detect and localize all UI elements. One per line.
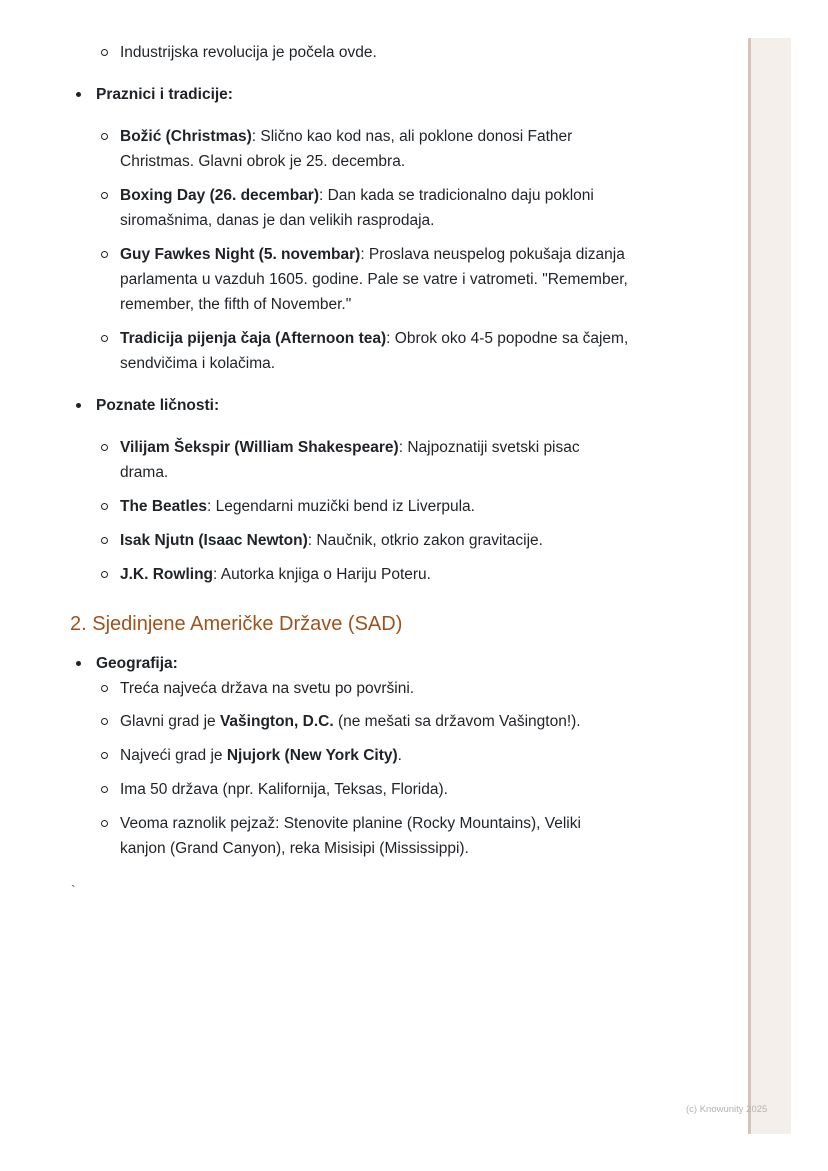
item-bold: Njujork (New York City) bbox=[226, 747, 398, 764]
item-text: Glavni grad je bbox=[120, 713, 220, 730]
item-text: : Dan kada se tradicionalno daju pokloni siromašnima, danas je dan velikih rasprodaja. bbox=[120, 187, 594, 229]
item-bold: The Beatles bbox=[120, 498, 208, 515]
copyright-footer: (c) Knowunity 2025 bbox=[686, 1104, 768, 1115]
item-bold: Božić (Christmas) bbox=[120, 128, 252, 145]
list-item: Ima 50 država (npr. Kalifornija, Teksas, Florida). bbox=[70, 777, 630, 802]
item-text: . bbox=[397, 747, 402, 764]
list-item bbox=[70, 435, 630, 485]
geography-label: Geografija: bbox=[70, 651, 630, 676]
list-item bbox=[70, 326, 630, 376]
list-item bbox=[70, 709, 630, 734]
item-text: : Najpoznatiji svetski pisac drama. bbox=[120, 439, 580, 481]
holidays-label: Praznici i tradicije: bbox=[70, 82, 630, 107]
item-text: : Proslava neuspelog pokušaja dizanja parlamenta u vazduh 1605. godine. Pale se vatre i vatrometi. "Remember, remember, the fifth of November." bbox=[120, 246, 628, 313]
item-text: : Naučnik, otkrio zakon gravitacije. bbox=[307, 532, 543, 549]
list-item: Industrijska revolucija je počela ovde. bbox=[70, 40, 630, 65]
document-body bbox=[70, 40, 630, 899]
list-item: Treća najveća država na svetu po površini. bbox=[70, 676, 630, 701]
list-item bbox=[70, 562, 630, 587]
list-item bbox=[70, 494, 630, 519]
list-item bbox=[70, 242, 630, 317]
item-text: : Legendarni muzički bend iz Liverpula. bbox=[207, 498, 475, 515]
item-bold: J.K. Rowling bbox=[120, 566, 213, 583]
item-bold: Isak Njutn (Isaac Newton) bbox=[120, 532, 308, 549]
people-label: Poznate ličnosti: bbox=[70, 393, 630, 418]
item-bold: Boxing Day (26. decembar) bbox=[120, 187, 319, 204]
item-text: : Autorka knjiga o Hariju Poteru. bbox=[213, 566, 431, 583]
item-bold: Guy Fawkes Night (5. novembar) bbox=[120, 246, 361, 263]
list-item bbox=[70, 124, 630, 174]
stray-character: ` bbox=[71, 882, 76, 898]
item-bold: Tradicija pijenja čaja (Afternoon tea) bbox=[120, 330, 387, 347]
item-text: : Slično kao kod nas, ali poklone donosi Father Christmas. Glavni obrok je 25. decembra. bbox=[120, 128, 573, 170]
list-item bbox=[70, 743, 630, 768]
list-item bbox=[70, 528, 630, 553]
side-panel bbox=[748, 38, 791, 1134]
item-bold: Vilijam Šekspir (William Shakespeare) bbox=[120, 439, 399, 456]
list-item bbox=[70, 183, 630, 233]
list-item: Veoma raznolik pejzaž: Stenovite planine (Rocky Mountains), Veliki kanjon (Grand Canyon), reka Misisipi (Mississippi). bbox=[70, 811, 630, 861]
item-text: Najveći grad je bbox=[120, 747, 227, 764]
item-text: : Obrok oko 4-5 popodne sa čajem, sendvičima i kolačima. bbox=[120, 330, 629, 372]
item-text: (ne mešati sa državom Vašington!). bbox=[333, 713, 581, 730]
section-heading: 2. Sjedinjene Američke Države (SAD) bbox=[70, 613, 403, 635]
item-bold: Vašington, D.C. bbox=[219, 713, 334, 730]
